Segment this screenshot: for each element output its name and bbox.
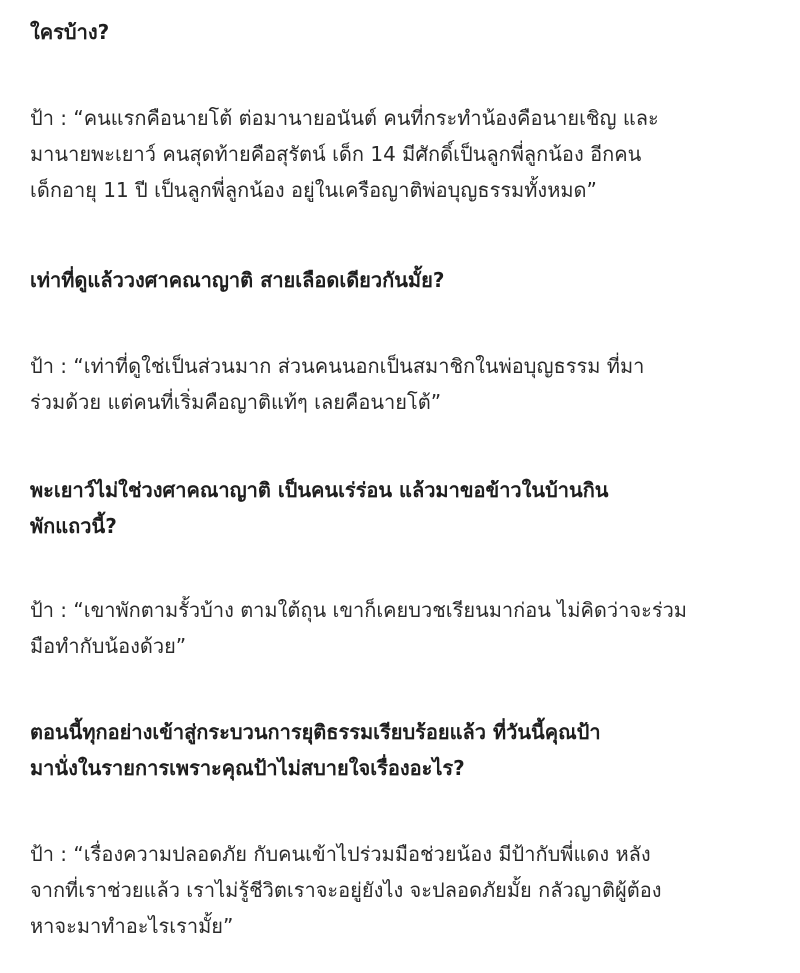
question-1 xyxy=(30,14,780,50)
answer-3-line-1: ป้า : “เขาพักตามรั้วบ้าง ตามใต้ถุน เขาก็เคยบวชเรียนมาก่อน ไม่คิดว่าจะร่วม xyxy=(30,598,687,622)
answer-2-line-2: ร่วมด้วย แต่คนที่เริ่มคือญาติแท้ๆ เลยคือนายโต้” xyxy=(30,390,442,414)
question-3-line-2: พักแถวนี้? xyxy=(30,514,117,538)
question-3 xyxy=(30,472,780,544)
answer-1-line-3: เด็กอายุ 11 ปี เป็นลูกพี่ลูกน้อง อยู่ในเครือญาติพ่อบุญธรรมทั้งหมด” xyxy=(30,178,597,202)
question-2 xyxy=(30,262,780,298)
answer-3-line-2: มือทำกับน้องด้วย” xyxy=(30,634,187,658)
question-4-line-2: มานั่งในรายการเพราะคุณป้าไม่สบายใจเรื่องอะไร? xyxy=(30,756,465,780)
question-4 xyxy=(30,714,780,786)
answer-1-line-1: ป้า : “คนแรกคือนายโต้ ต่อมานายอนันต์ คนที่กระทำน้องคือนายเชิญ และ xyxy=(30,106,659,130)
question-2-line-1: เท่าที่ดูแล้ววงศาคณาญาติ สายเลือดเดียวกันมั้ย? xyxy=(30,268,445,292)
answer-2 xyxy=(30,348,780,420)
answer-3 xyxy=(30,592,780,664)
question-1-line-1: ใครบ้าง? xyxy=(30,20,110,44)
answer-4-line-1: ป้า : “เรื่องความปลอดภัย กับคนเข้าไปร่วมมือช่วยน้อง มีป้ากับพี่แดง หลัง xyxy=(30,842,651,866)
answer-4-line-2: จากที่เราช่วยแล้ว เราไม่รู้ชีวิตเราจะอยู่ยังไง จะปลอดภัยมั้ย กลัวญาติผู้ต้อง xyxy=(30,878,662,902)
answer-1 xyxy=(30,100,780,208)
answer-2-line-1: ป้า : “เท่าที่ดูใช่เป็นส่วนมาก ส่วนคนนอกเป็นสมาชิกในพ่อบุญธรรม ที่มา xyxy=(30,354,645,378)
question-4-line-1: ตอนนี้ทุกอย่างเข้าสู่กระบวนการยุติธรรมเรียบร้อยแล้ว ที่วันนี้คุณป้า xyxy=(30,720,601,744)
answer-4-line-3: หาจะมาทำอะไรเรามั้ย” xyxy=(30,914,234,938)
answer-4 xyxy=(30,836,780,944)
question-3-line-1: พะเยาว์ไม่ใช่วงศาคณาญาติ เป็นคนเร่ร่อน แล้วมาขอข้าวในบ้านกิน xyxy=(30,478,609,502)
answer-1-line-2: มานายพะเยาว์ คนสุดท้ายคือสุรัตน์ เด็ก 14 มีศักดิ์เป็นลูกพี่ลูกน้อง อีกคน xyxy=(30,142,642,166)
